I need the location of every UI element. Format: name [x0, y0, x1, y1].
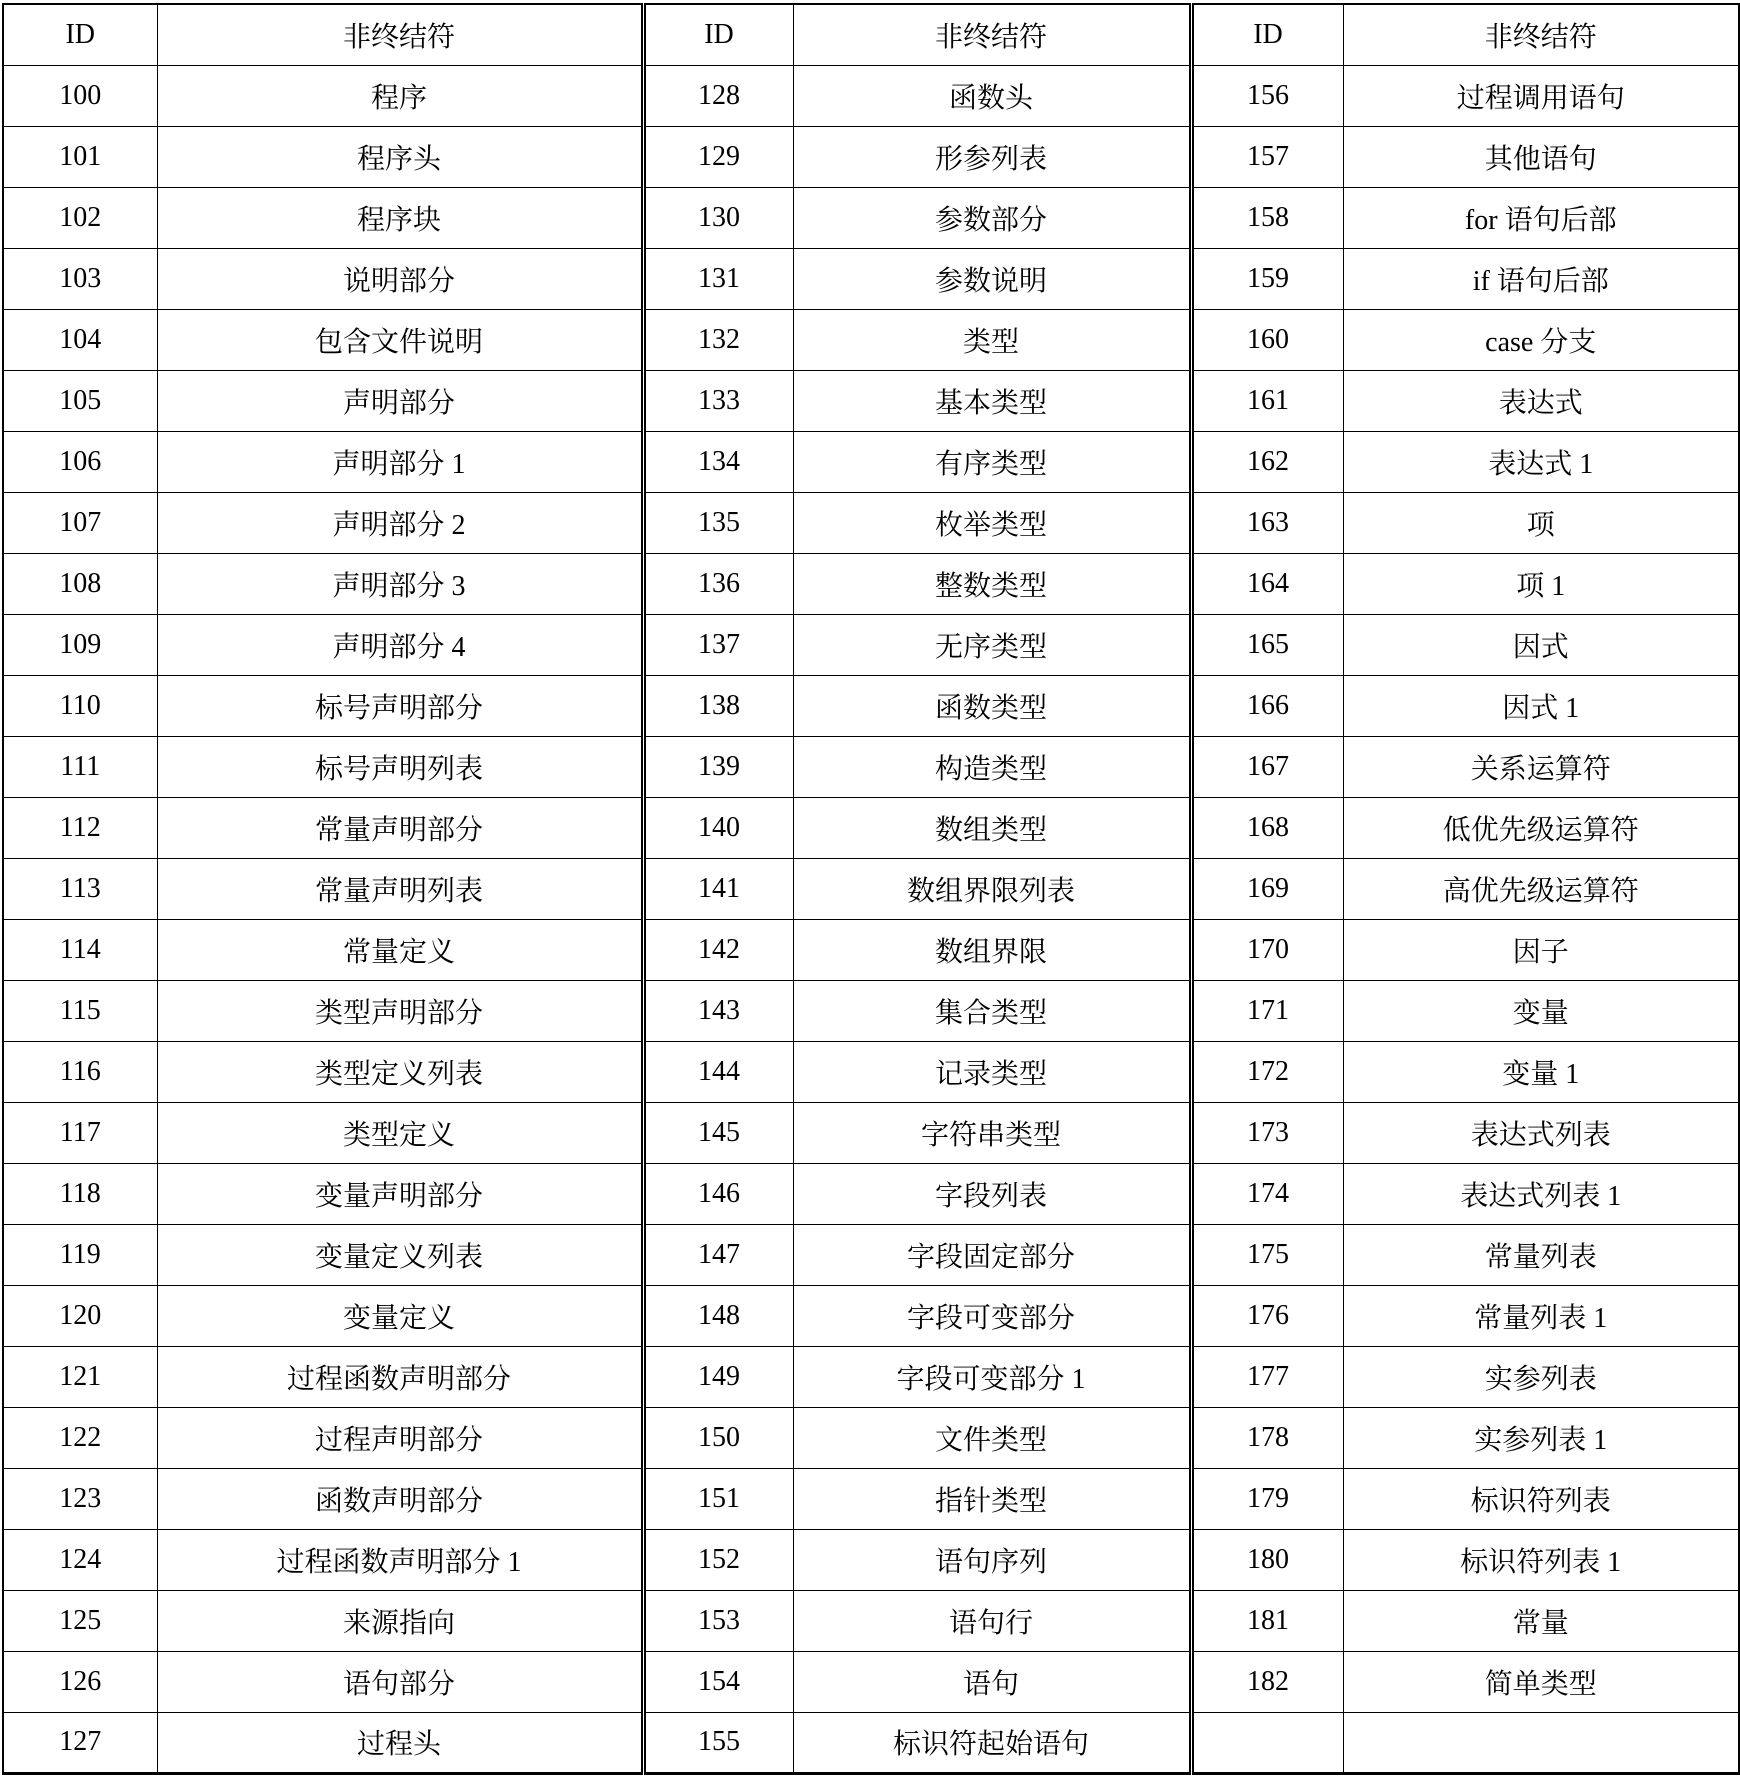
id-cell: 130 — [643, 187, 793, 248]
id-cell: 142 — [643, 919, 793, 980]
id-cell: 128 — [643, 65, 793, 126]
table-row — [3, 675, 1739, 736]
nonterminal-cell: 标号声明列表 — [157, 736, 643, 797]
table-row — [3, 614, 1739, 675]
id-cell: 175 — [1191, 1224, 1343, 1285]
table-row — [3, 1163, 1739, 1224]
nonterminal-cell: 字段固定部分 — [793, 1224, 1191, 1285]
id-cell: 160 — [1191, 309, 1343, 370]
nonterminal-cell: 来源指向 — [157, 1590, 643, 1651]
id-cell: 118 — [3, 1163, 157, 1224]
id-cell: 155 — [643, 1712, 793, 1773]
id-cell: 158 — [1191, 187, 1343, 248]
nonterminal-cell: 常量声明列表 — [157, 858, 643, 919]
id-cell: 114 — [3, 919, 157, 980]
id-cell: 119 — [3, 1224, 157, 1285]
table-row — [3, 1712, 1739, 1773]
header-id: ID — [643, 4, 793, 65]
id-cell: 141 — [643, 858, 793, 919]
nonterminal-cell: 无序类型 — [793, 614, 1191, 675]
id-cell: 121 — [3, 1346, 157, 1407]
id-cell: 124 — [3, 1529, 157, 1590]
table-row — [3, 1102, 1739, 1163]
nonterminal-cell: 语句 — [793, 1651, 1191, 1712]
nonterminal-cell: 有序类型 — [793, 431, 1191, 492]
nonterminal-cell: 项 1 — [1343, 553, 1739, 614]
nonterminal-cell: 类型定义列表 — [157, 1041, 643, 1102]
id-cell: 179 — [1191, 1468, 1343, 1529]
table-row — [3, 1590, 1739, 1651]
id-cell: 135 — [643, 492, 793, 553]
nonterminal-cell: 整数类型 — [793, 553, 1191, 614]
nonterminal-cell: 基本类型 — [793, 370, 1191, 431]
nonterminal-cell: 字段可变部分 — [793, 1285, 1191, 1346]
id-cell: 136 — [643, 553, 793, 614]
table-row — [3, 1224, 1739, 1285]
nonterminal-cell: 构造类型 — [793, 736, 1191, 797]
table-row — [3, 431, 1739, 492]
table-row — [3, 65, 1739, 126]
id-cell: 169 — [1191, 858, 1343, 919]
nonterminal-cell: 记录类型 — [793, 1041, 1191, 1102]
id-cell: 132 — [643, 309, 793, 370]
table-row — [3, 1285, 1739, 1346]
id-cell: 176 — [1191, 1285, 1343, 1346]
nonterminal-cell: 程序块 — [157, 187, 643, 248]
nonterminal-cell: 变量 — [1343, 980, 1739, 1041]
id-cell: 159 — [1191, 248, 1343, 309]
nonterminal-cell: 字段列表 — [793, 1163, 1191, 1224]
id-cell: 181 — [1191, 1590, 1343, 1651]
id-cell: 162 — [1191, 431, 1343, 492]
id-cell: 106 — [3, 431, 157, 492]
nonterminal-cell: 形参列表 — [793, 126, 1191, 187]
table-row — [3, 1407, 1739, 1468]
nonterminal-cell: 语句序列 — [793, 1529, 1191, 1590]
header-nonterminal: 非终结符 — [793, 4, 1191, 65]
id-cell: 144 — [643, 1041, 793, 1102]
nonterminal-cell: 标识符起始语句 — [793, 1712, 1191, 1773]
id-cell: 113 — [3, 858, 157, 919]
id-cell: 151 — [643, 1468, 793, 1529]
nonterminal-cell: 枚举类型 — [793, 492, 1191, 553]
nonterminal-cell: 声明部分 4 — [157, 614, 643, 675]
id-cell: 170 — [1191, 919, 1343, 980]
nonterminal-cell: 高优先级运算符 — [1343, 858, 1739, 919]
nonterminal-cell: 语句行 — [793, 1590, 1191, 1651]
table-row — [3, 553, 1739, 614]
id-cell: 157 — [1191, 126, 1343, 187]
nonterminal-cell: 类型 — [793, 309, 1191, 370]
nonterminal-cell: 函数头 — [793, 65, 1191, 126]
nonterminal-cell: 声明部分 3 — [157, 553, 643, 614]
table-row — [3, 1041, 1739, 1102]
nonterminal-cell: 表达式列表 1 — [1343, 1163, 1739, 1224]
nonterminal-cell: 其他语句 — [1343, 126, 1739, 187]
nonterminal-cell: 因子 — [1343, 919, 1739, 980]
id-cell: 172 — [1191, 1041, 1343, 1102]
header-row — [3, 4, 1739, 65]
id-cell: 149 — [643, 1346, 793, 1407]
id-cell: 127 — [3, 1712, 157, 1773]
table-row — [3, 492, 1739, 553]
id-cell: 168 — [1191, 797, 1343, 858]
table-row — [3, 248, 1739, 309]
nonterminal-cell: 声明部分 — [157, 370, 643, 431]
id-cell: 147 — [643, 1224, 793, 1285]
id-cell: 125 — [3, 1590, 157, 1651]
nonterminal-cell: 语句部分 — [157, 1651, 643, 1712]
id-cell: 112 — [3, 797, 157, 858]
header-id: ID — [1191, 4, 1343, 65]
id-cell: 161 — [1191, 370, 1343, 431]
nonterminal-cell: 变量定义列表 — [157, 1224, 643, 1285]
nonterminal-cell: 指针类型 — [793, 1468, 1191, 1529]
id-cell: 102 — [3, 187, 157, 248]
id-cell: 138 — [643, 675, 793, 736]
id-cell: 137 — [643, 614, 793, 675]
header-nonterminal: 非终结符 — [157, 4, 643, 65]
nonterminal-cell: 数组界限 — [793, 919, 1191, 980]
nonterminal-cell: 说明部分 — [157, 248, 643, 309]
nonterminal-table — [2, 3, 1740, 1775]
nonterminal-cell: 过程头 — [157, 1712, 643, 1773]
nonterminal-cell: 包含文件说明 — [157, 309, 643, 370]
nonterminal-cell: 标号声明部分 — [157, 675, 643, 736]
nonterminal-cell: 过程声明部分 — [157, 1407, 643, 1468]
id-cell: 143 — [643, 980, 793, 1041]
nonterminal-cell: 过程函数声明部分 1 — [157, 1529, 643, 1590]
nonterminal-cell: 数组类型 — [793, 797, 1191, 858]
table-row — [3, 187, 1739, 248]
nonterminal-cell: 类型声明部分 — [157, 980, 643, 1041]
id-cell: 139 — [643, 736, 793, 797]
id-cell: 115 — [3, 980, 157, 1041]
table-row — [3, 1651, 1739, 1712]
nonterminal-cell: 程序头 — [157, 126, 643, 187]
id-cell: 104 — [3, 309, 157, 370]
nonterminal-cell: 标识符列表 — [1343, 1468, 1739, 1529]
id-cell: 156 — [1191, 65, 1343, 126]
nonterminal-cell: case 分支 — [1343, 309, 1739, 370]
id-cell: 107 — [3, 492, 157, 553]
id-cell: 123 — [3, 1468, 157, 1529]
id-cell: 134 — [643, 431, 793, 492]
table-row — [3, 1529, 1739, 1590]
empty-cell — [1191, 1712, 1343, 1773]
nonterminal-cell: 常量声明部分 — [157, 797, 643, 858]
nonterminal-cell: 变量 1 — [1343, 1041, 1739, 1102]
empty-cell — [1343, 1712, 1739, 1773]
table-row — [3, 370, 1739, 431]
id-cell: 182 — [1191, 1651, 1343, 1712]
nonterminal-cell: 常量 — [1343, 1590, 1739, 1651]
nonterminal-cell: 文件类型 — [793, 1407, 1191, 1468]
nonterminal-cell: 字符串类型 — [793, 1102, 1191, 1163]
id-cell: 100 — [3, 65, 157, 126]
nonterminal-cell: 字段可变部分 1 — [793, 1346, 1191, 1407]
id-cell: 120 — [3, 1285, 157, 1346]
table-row — [3, 858, 1739, 919]
nonterminal-cell: 因式 — [1343, 614, 1739, 675]
id-cell: 145 — [643, 1102, 793, 1163]
id-cell: 126 — [3, 1651, 157, 1712]
nonterminal-cell: 表达式 1 — [1343, 431, 1739, 492]
id-cell: 116 — [3, 1041, 157, 1102]
nonterminal-cell: 声明部分 2 — [157, 492, 643, 553]
id-cell: 177 — [1191, 1346, 1343, 1407]
table-row — [3, 1346, 1739, 1407]
id-cell: 146 — [643, 1163, 793, 1224]
id-cell: 174 — [1191, 1163, 1343, 1224]
nonterminal-cell: 函数类型 — [793, 675, 1191, 736]
nonterminal-cell: 参数说明 — [793, 248, 1191, 309]
id-cell: 167 — [1191, 736, 1343, 797]
nonterminal-cell: 常量定义 — [157, 919, 643, 980]
nonterminal-cell: 过程函数声明部分 — [157, 1346, 643, 1407]
id-cell: 171 — [1191, 980, 1343, 1041]
id-cell: 117 — [3, 1102, 157, 1163]
table-row — [3, 126, 1739, 187]
nonterminal-cell: 实参列表 1 — [1343, 1407, 1739, 1468]
nonterminal-cell: 因式 1 — [1343, 675, 1739, 736]
table-row — [3, 980, 1739, 1041]
table-row — [3, 919, 1739, 980]
table-row — [3, 309, 1739, 370]
nonterminal-cell: 类型定义 — [157, 1102, 643, 1163]
nonterminal-cell: 程序 — [157, 65, 643, 126]
nonterminal-cell: 变量定义 — [157, 1285, 643, 1346]
nonterminal-cell: 函数声明部分 — [157, 1468, 643, 1529]
nonterminal-cell: 实参列表 — [1343, 1346, 1739, 1407]
nonterminal-cell: 简单类型 — [1343, 1651, 1739, 1712]
id-cell: 180 — [1191, 1529, 1343, 1590]
id-cell: 103 — [3, 248, 157, 309]
id-cell: 140 — [643, 797, 793, 858]
id-cell: 122 — [3, 1407, 157, 1468]
id-cell: 154 — [643, 1651, 793, 1712]
id-cell: 108 — [3, 553, 157, 614]
nonterminal-cell: 变量声明部分 — [157, 1163, 643, 1224]
nonterminal-cell: 数组界限列表 — [793, 858, 1191, 919]
nonterminal-cell: 过程调用语句 — [1343, 65, 1739, 126]
nonterminal-cell: 标识符列表 1 — [1343, 1529, 1739, 1590]
nonterminal-cell: 表达式列表 — [1343, 1102, 1739, 1163]
table-row — [3, 1468, 1739, 1529]
id-cell: 129 — [643, 126, 793, 187]
id-cell: 165 — [1191, 614, 1343, 675]
id-cell: 131 — [643, 248, 793, 309]
nonterminal-cell: 低优先级运算符 — [1343, 797, 1739, 858]
id-cell: 153 — [643, 1590, 793, 1651]
id-cell: 110 — [3, 675, 157, 736]
id-cell: 163 — [1191, 492, 1343, 553]
id-cell: 178 — [1191, 1407, 1343, 1468]
nonterminal-cell: for 语句后部 — [1343, 187, 1739, 248]
id-cell: 148 — [643, 1285, 793, 1346]
nonterminal-cell: 关系运算符 — [1343, 736, 1739, 797]
header-id: ID — [3, 4, 157, 65]
id-cell: 101 — [3, 126, 157, 187]
id-cell: 164 — [1191, 553, 1343, 614]
nonterminal-cell: 项 — [1343, 492, 1739, 553]
table-row — [3, 797, 1739, 858]
nonterminal-cell: 参数部分 — [793, 187, 1191, 248]
id-cell: 105 — [3, 370, 157, 431]
nonterminal-cell: 表达式 — [1343, 370, 1739, 431]
id-cell: 152 — [643, 1529, 793, 1590]
id-cell: 111 — [3, 736, 157, 797]
id-cell: 173 — [1191, 1102, 1343, 1163]
table-row — [3, 736, 1739, 797]
nonterminal-cell: 常量列表 — [1343, 1224, 1739, 1285]
id-cell: 133 — [643, 370, 793, 431]
nonterminal-cell: if 语句后部 — [1343, 248, 1739, 309]
id-cell: 150 — [643, 1407, 793, 1468]
header-nonterminal: 非终结符 — [1343, 4, 1739, 65]
id-cell: 109 — [3, 614, 157, 675]
nonterminal-cell: 声明部分 1 — [157, 431, 643, 492]
id-cell: 166 — [1191, 675, 1343, 736]
nonterminal-cell: 常量列表 1 — [1343, 1285, 1739, 1346]
nonterminal-cell: 集合类型 — [793, 980, 1191, 1041]
